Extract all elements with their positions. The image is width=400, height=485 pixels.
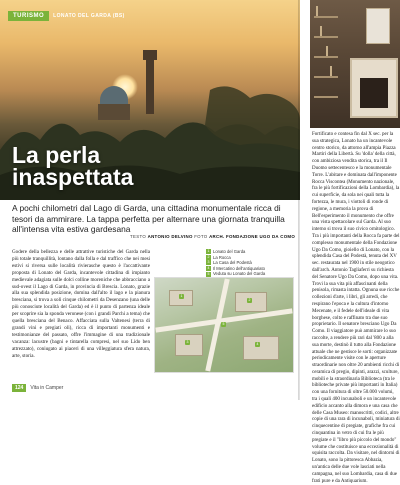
bookshelf xyxy=(314,76,338,78)
photo-legend xyxy=(206,249,292,277)
section-tag-bar xyxy=(8,10,125,22)
book xyxy=(330,66,332,76)
fireplace-opening xyxy=(360,78,388,108)
article-body-left: Godere della bellezza e delle attrattive turistiche del Garda nella più totale tranquillità, lontano dalla folla e dal traffico che nei mesi estivi si riversa sulle località rivierasche questo è l'accattivante proposta di Lonato del Garda, incantevole cittadina di impianto medievale adagiata sulle dolci colline moreniche che abbracciano a sud-ovest il Lago di Garda, in provincia di Brescia. Lonato, grazie alla sua splendida posizione, domina dall'alto il lago e la pianura bresciana, si trova a soli cinque chilometri da Desenzano (una delle più conosciute località del Garda) ed è il punto di partenza ideale per scoprire sia la sponda veronese (con i grandi Parchi a tema) che quella bresciana del Benaco. Affacciata sulla Valtenesi (terra di grandi vini e pregiati oli), ricca di importanti monumenti e testimonianze del passato, offre l'immagine di una tradizionale vacanza: lacustre (bagni e tintarella compresi, nel suo Lido ben attrezzato), coniugato ai piaceri di una villeggiatura sfera natura, arte, storia. xyxy=(12,249,150,359)
article-title xyxy=(12,144,272,188)
bookshelf xyxy=(314,56,338,58)
photo-column xyxy=(154,249,292,389)
legend-item: 4 Il Mercatino dell'antiquariato xyxy=(207,265,266,271)
hero-photo xyxy=(0,0,300,200)
title-line-2: inaspettata xyxy=(12,164,134,190)
map-pin-4: 4 xyxy=(256,342,259,346)
map-pin-2: 2 xyxy=(248,298,251,302)
article-body-right: Fortificato e contesa fin dal X sec. per la sua strategica, Lonato ha un incantevole centro storico, da attorno all'ampia Piazza Martiri della Libertà. Su 'dolla' della città, con ambiziosa vendita storica, tra il Il Duomo settecentesco e la monumentale Torre. L'abitare e dominata dall'imponente Rocca Viscontea (Monumento nazionale, fra le più fortificazioni della Lombardia), la cui superficie, da sola nei quali tutta la fortezza, le mura, i viottoli di ronde di regione, a memoria la prova di Bell'esperimento il monumento che offre una vista spettacolare sul Garda. Al suo interno si trova il suo civico ornitologico. Tra i più importanti della Rocca fa parte del complesso monumentale della Fondazione Ugo Da Como, gioiello di Lonato, con la splendida Casa del Podestà, tenuta del XV sec. restaurata nel 1900 in stile neogotico dall'arch. Antonio Tagliaferri su richiesta del Senatore Ugo Da Como, dopo una vita. Trovi la sua vita più affascinanti della penisola, rimasta intatta. Ognuna sue ricche collezioni d'arte, i libri, gli arredi, che respirano l'epoca e la cultura d'intorno Mecenate, e il fedele dell'ideale di vita borghese, colto e raffinato tra due suo proprietario. Il senatore bresciano Ugo Da Como. Il viaggiatore può ammirare lo suo raccolte, a rendere più rari dal '800 a alla sua morte, destinò il tutto alla Fondazione attuale che ne gestisce le sorti: organizzate periodicamente visite con le aperture straordinarie non oltre 20 ambienti ricchi di ceramica di pregio, dipinti, arazzi, sculture, mobili e la straordinaria Biblioteca (tra le biblioteche private più importanti in Italia) con una fornitura di oltre 50.000 volumi, tra i quali 400 incunaboli e un incantevole edificio accanto alla dimora e una casa che delle Casa Museo: manoscritti, codici, altre copie di una rara di incunaboli, miniatura di cinquecentine di pregiate, grafiche fra cui cinquantina in vetro di cui fra le più pregiate e il "libro più piccolo del mondo" volume che costituisce una eccezionalità di squisita raccolta. Da visitare, nel dintorni di Lonato, sono la pittoresca Abbazia, un'antica delle due vole lasciati nella campagna, nel suo Lombardia, casa di due frati pure e da Antiquarium. xyxy=(312,132,400,484)
aerial-photo xyxy=(154,277,294,373)
map-pin-1: 1 xyxy=(180,294,183,298)
legend-item: 3 La Casa del Podestà xyxy=(207,260,252,266)
section-tag: TURISMO xyxy=(8,11,49,21)
interior-photo xyxy=(310,0,400,128)
article-credits: TESTO ANTONIO DELVINO FOTO ARCH. FONDAZIONE UGO DA COMO xyxy=(130,234,296,239)
bookshelf xyxy=(314,16,338,18)
bookshelf xyxy=(314,36,338,38)
legend-item: 1 Lonato del Garda xyxy=(207,249,246,254)
article-lede: A pochi chilometri dal Lago di Garda, una cittadina monumentale ricca di tesori da ammirare. La tappa perfetta per alternare una giornata tranquilla all'intensa vita estiva gardesana xyxy=(12,203,285,234)
map-pin-3: 3 xyxy=(186,340,189,344)
page-number: 124 xyxy=(12,384,26,392)
magazine-name: Vita in Camper xyxy=(30,385,64,391)
road xyxy=(155,308,292,332)
bookshelf xyxy=(314,96,338,98)
book xyxy=(316,6,318,16)
page-footer xyxy=(12,384,63,392)
fireplace xyxy=(350,58,398,118)
building xyxy=(243,336,279,360)
book xyxy=(326,46,328,56)
title-line-1: La perla xyxy=(12,142,101,168)
map-pin-5: 5 xyxy=(222,322,225,326)
section-location: LONATO DEL GARDA (BS) xyxy=(53,13,125,19)
book xyxy=(320,26,322,36)
legend-item: 2 La Rocca xyxy=(207,254,231,260)
window xyxy=(366,8,390,44)
building xyxy=(175,334,203,356)
right-page xyxy=(300,0,400,484)
legend-item: 5 Veduta su Lonato del Garda xyxy=(207,271,266,277)
